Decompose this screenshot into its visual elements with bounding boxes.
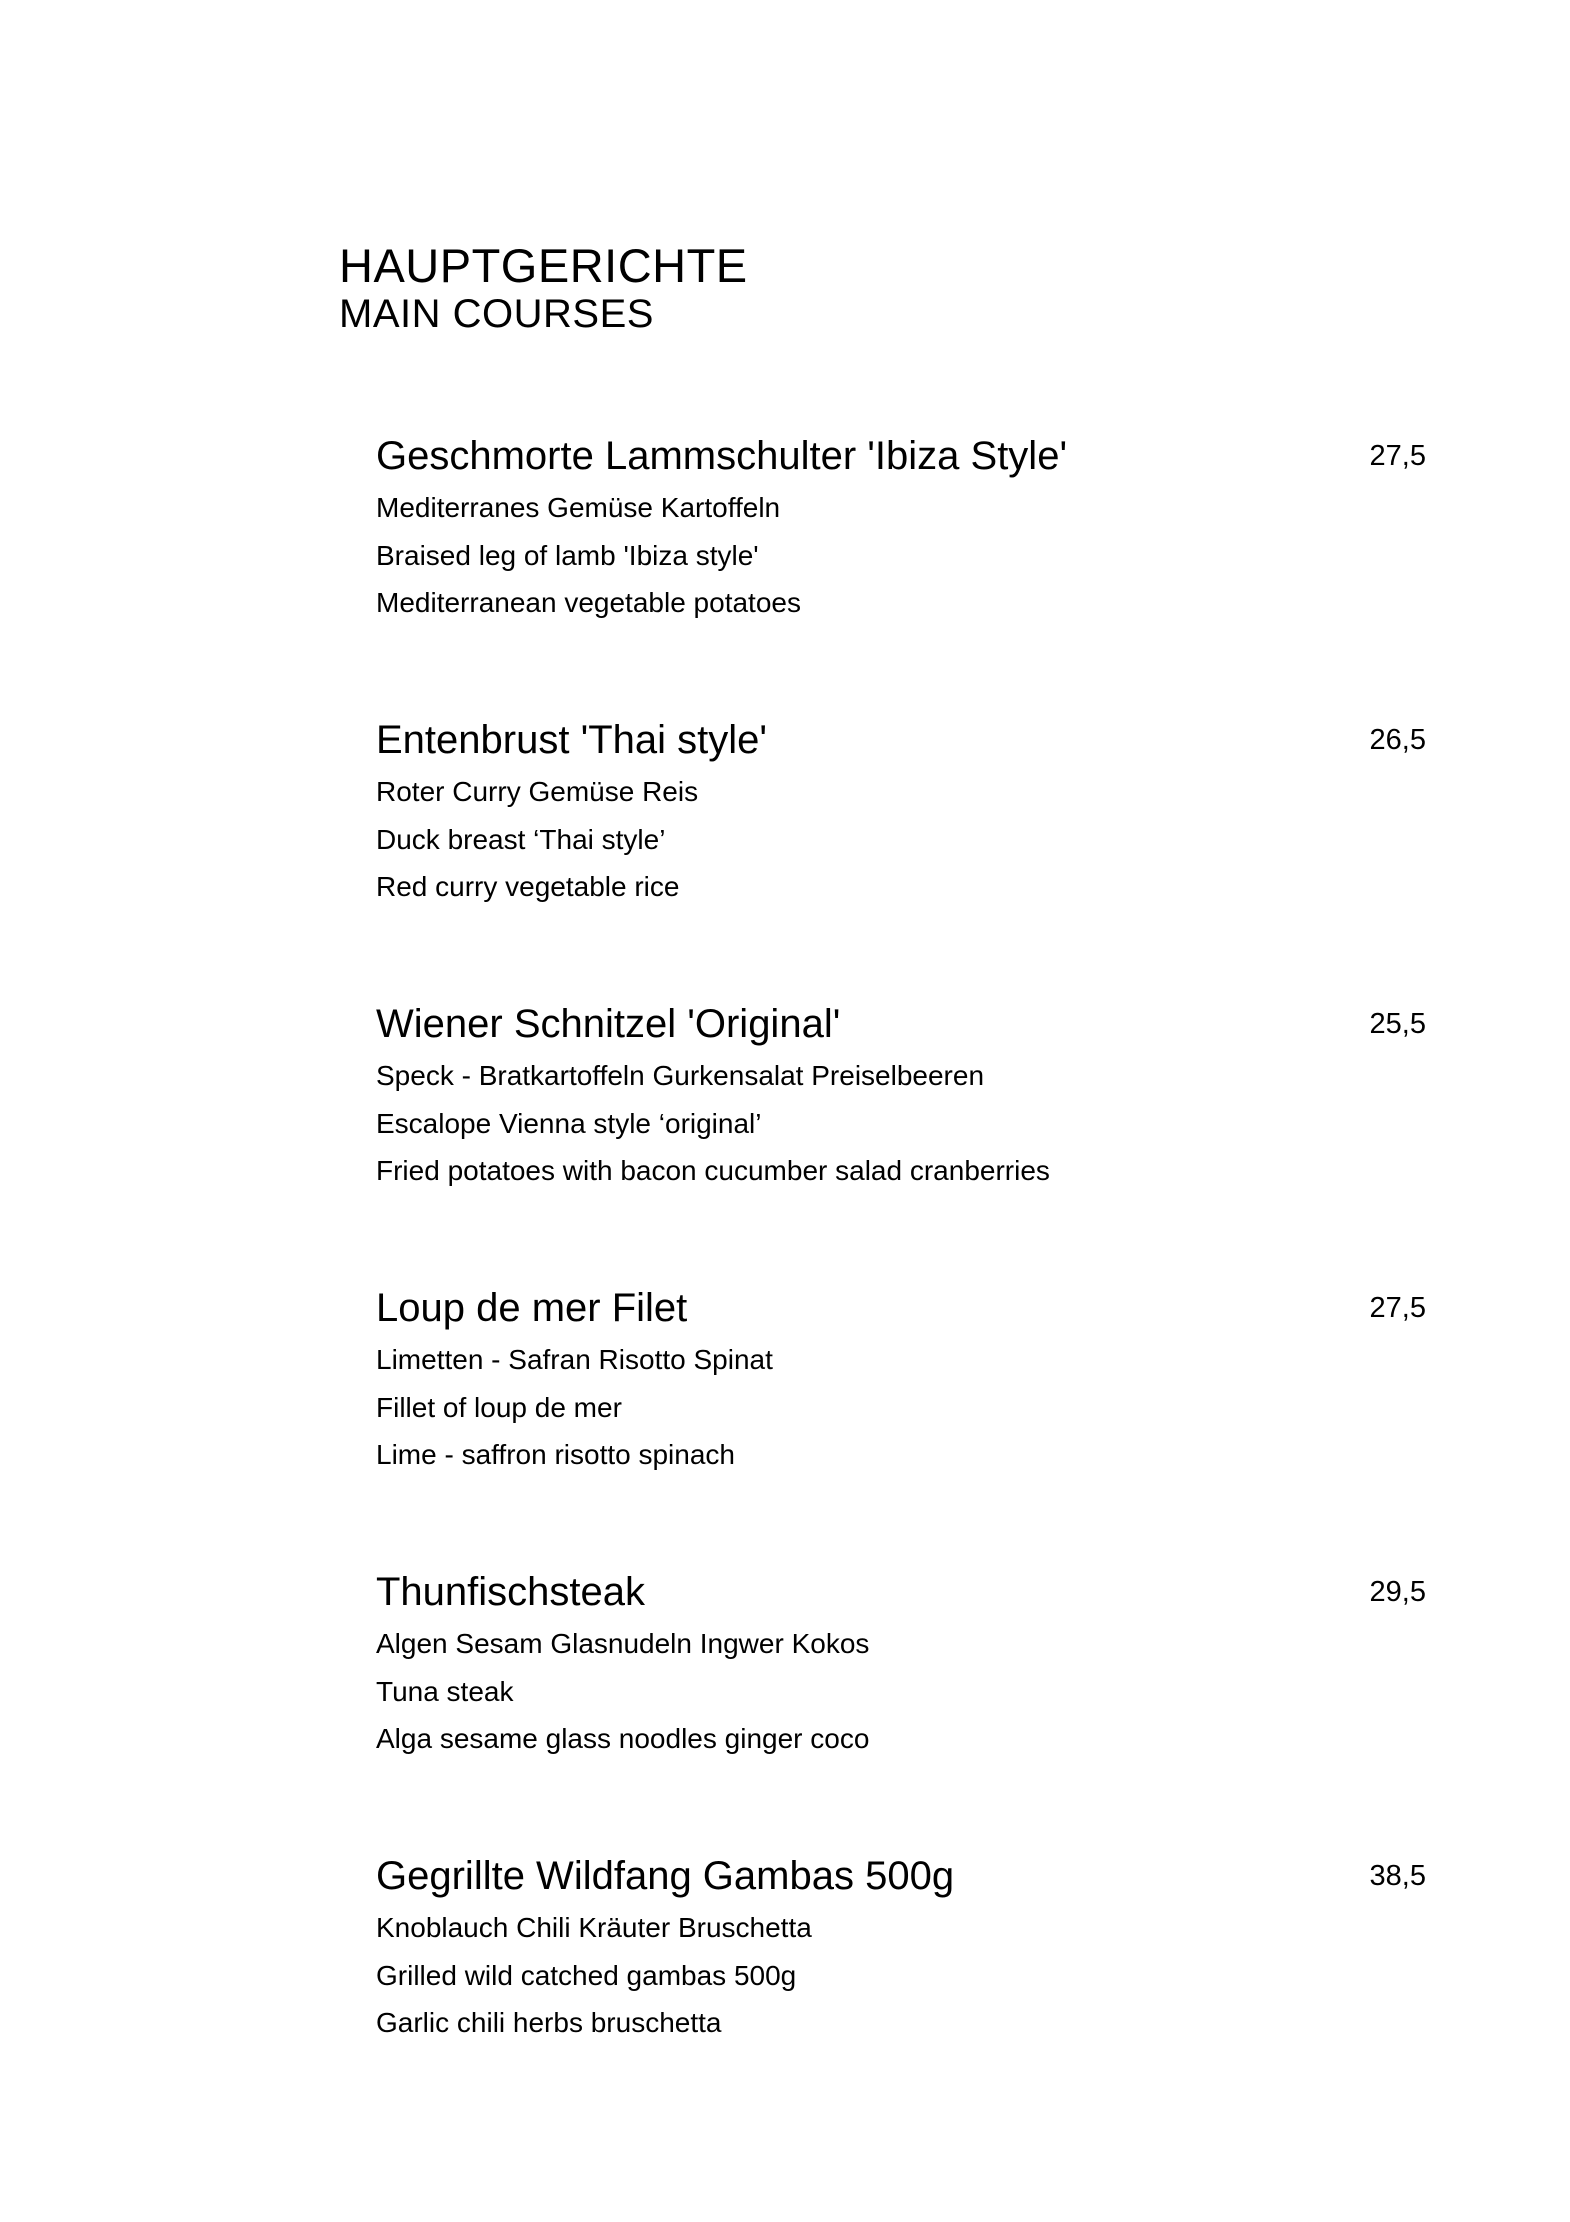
dish-description-de: Algen Sesam Glasnudeln Ingwer Kokos bbox=[376, 1628, 870, 1659]
dish-price: 29,5 bbox=[1369, 1576, 1426, 1608]
menu-header bbox=[339, 240, 748, 336]
dish-description-en: Garlic chili herbs bruschetta bbox=[376, 2007, 722, 2038]
dish-price: 27,5 bbox=[1369, 440, 1426, 472]
dish-description-en: Fried potatoes with bacon cucumber salad cranberries bbox=[376, 1155, 1050, 1186]
dish-name-en: Duck breast ‘Thai style’ bbox=[376, 823, 666, 855]
dish-name: Thunfischsteak bbox=[376, 1570, 646, 1614]
dish-name: Loup de mer Filet bbox=[376, 1286, 688, 1330]
dish-item bbox=[376, 996, 1426, 1280]
page-subtitle: MAIN COURSES bbox=[339, 292, 654, 336]
dish-name-en: Escalope Vienna style ‘original’ bbox=[376, 1107, 762, 1139]
dish-description-en: Mediterranean vegetable potatoes bbox=[376, 587, 801, 618]
dish-description-de: Speck - Bratkartoffeln Gurkensalat Preiselbeeren bbox=[376, 1060, 985, 1091]
page-title: HAUPTGERICHTE bbox=[339, 239, 748, 292]
dish-name-en: Grilled wild catched gambas 500g bbox=[376, 1959, 797, 1991]
dish-price: 38,5 bbox=[1369, 1860, 1426, 1892]
dish-item bbox=[376, 1848, 1426, 2132]
dish-name: Gegrillte Wildfang Gambas 500g bbox=[376, 1854, 955, 1898]
dish-description-de: Limetten - Safran Risotto Spinat bbox=[376, 1344, 773, 1375]
dish-description-en: Lime - saffron risotto spinach bbox=[376, 1439, 735, 1470]
dish-item bbox=[376, 1564, 1426, 1848]
dish-description-de: Knoblauch Chili Kräuter Bruschetta bbox=[376, 1912, 812, 1943]
dish-name: Wiener Schnitzel 'Original' bbox=[376, 1002, 841, 1046]
dish-price: 26,5 bbox=[1369, 724, 1426, 756]
dish-description-de: Mediterranes Gemüse Kartoffeln bbox=[376, 492, 781, 523]
dish-name-en: Fillet of loup de mer bbox=[376, 1391, 622, 1423]
dish-item bbox=[376, 428, 1426, 712]
dish-description-en: Alga sesame glass noodles ginger coco bbox=[376, 1723, 870, 1754]
dish-name-en: Braised leg of lamb 'Ibiza style' bbox=[376, 539, 759, 571]
dish-price: 25,5 bbox=[1369, 1008, 1426, 1040]
dish-price: 27,5 bbox=[1369, 1292, 1426, 1324]
dish-item bbox=[376, 712, 1426, 996]
dish-description-de: Roter Curry Gemüse Reis bbox=[376, 776, 699, 807]
dish-list bbox=[376, 428, 1426, 2132]
dish-item bbox=[376, 1280, 1426, 1564]
dish-name-en: Tuna steak bbox=[376, 1675, 514, 1707]
dish-name: Entenbrust 'Thai style' bbox=[376, 718, 768, 762]
dish-description-en: Red curry vegetable rice bbox=[376, 871, 680, 902]
dish-name: Geschmorte Lammschulter 'Ibiza Style' bbox=[376, 434, 1068, 478]
